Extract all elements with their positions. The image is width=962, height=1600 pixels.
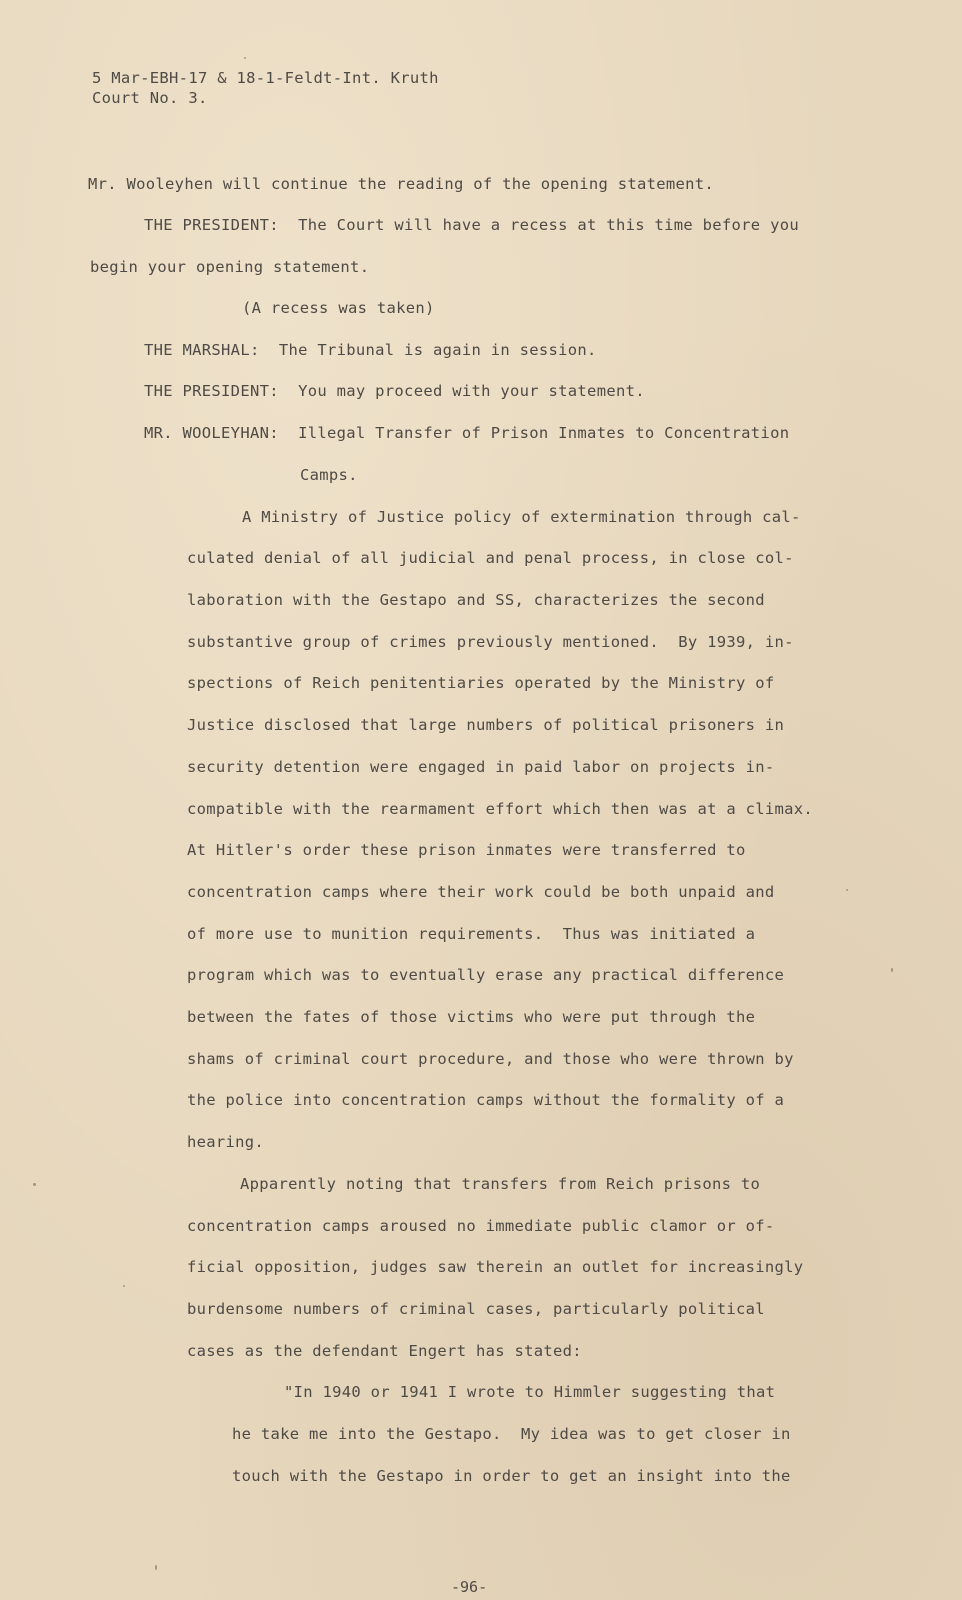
- quote-line: touch with the Gestapo in order to get an insight into the: [232, 1467, 791, 1485]
- paper-speck: [123, 1285, 125, 1287]
- paragraph-1-line: Justice disclosed that large numbers of political prisoners in: [187, 716, 785, 734]
- marshal-line: THE MARSHAL: The Tribunal is again in session.: [144, 341, 597, 359]
- president-statement-line-2: begin your opening statement.: [90, 258, 370, 276]
- paragraph-1-line: concentration camps where their work could be both unpaid and: [187, 883, 775, 901]
- paragraph-1-line: of more use to munition requirements. Thus was initiated a: [187, 925, 756, 943]
- paragraph-1-line: security detention were engaged in paid labor on projects in-: [187, 758, 775, 776]
- paper-speck: [891, 968, 893, 972]
- header-line-1: 5 Mar-EBH-17 & 18-1-Feldt-Int. Kruth: [92, 69, 439, 87]
- quote-line: he take me into the Gestapo. My idea was to get closer in: [232, 1425, 791, 1443]
- paragraph-1-line: shams of criminal court procedure, and those who were thrown by: [187, 1050, 794, 1068]
- paragraph-1-line: spections of Reich penitentiaries operated by the Ministry of: [187, 674, 775, 692]
- paragraph-1-line: between the fates of those victims who were put through the: [187, 1008, 756, 1026]
- recess-note: (A recess was taken): [242, 299, 435, 317]
- paragraph-1-line: compatible with the rearmament effort which then was at a climax.: [187, 800, 814, 818]
- wooleyhan-heading-line-1: MR. WOOLEYHAN: Illegal Transfer of Prison Inmates to Concentration: [144, 424, 790, 442]
- paper-speck: [846, 889, 848, 891]
- president-proceed-line: THE PRESIDENT: You may proceed with your statement.: [144, 382, 645, 400]
- paragraph-1-line: At Hitler's order these prison inmates were transferred to: [187, 841, 746, 859]
- paragraph-1-line: culated denial of all judicial and penal process, in close col-: [187, 549, 794, 567]
- wooleyhan-heading-line-2: Camps.: [300, 466, 358, 484]
- paragraph-2-line: burdensome numbers of criminal cases, particularly political: [187, 1300, 765, 1318]
- paragraph-2-line: cases as the defendant Engert has stated:: [187, 1342, 582, 1360]
- paragraph-1-line: substantive group of crimes previously mentioned. By 1939, in-: [187, 633, 794, 651]
- paragraph-1-line: laboration with the Gestapo and SS, characterizes the second: [187, 591, 765, 609]
- page-number: -96-: [451, 1578, 488, 1596]
- intro-line: Mr. Wooleyhen will continue the reading of the opening statement.: [88, 175, 715, 193]
- header-line-2: Court No. 3.: [92, 89, 208, 107]
- paragraph-2-line: concentration camps aroused no immediate public clamor or of-: [187, 1217, 775, 1235]
- paragraph-1-line: program which was to eventually erase any practical difference: [187, 966, 785, 984]
- paragraph-2-line: Apparently noting that transfers from Reich prisons to: [240, 1175, 761, 1193]
- paragraph-1-line: A Ministry of Justice policy of extermination through cal-: [242, 508, 801, 526]
- paper-speck: [33, 1183, 36, 1186]
- paragraph-2-line: ficial opposition, judges saw therein an outlet for increasingly: [187, 1258, 804, 1276]
- paragraph-1-line: the police into concentration camps without the formality of a: [187, 1091, 785, 1109]
- quote-line: "In 1940 or 1941 I wrote to Himmler suggesting that: [284, 1383, 776, 1401]
- paper-speck: [244, 57, 246, 59]
- paragraph-1-line: hearing.: [187, 1133, 265, 1151]
- paper-speck: [155, 1565, 157, 1570]
- president-statement-line-1: THE PRESIDENT: The Court will have a recess at this time before you: [144, 216, 799, 234]
